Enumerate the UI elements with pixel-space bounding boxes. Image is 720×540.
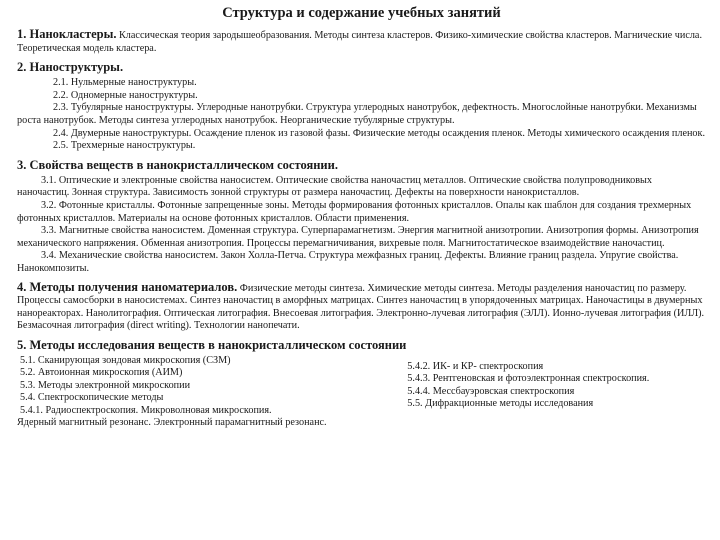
section-2-item: 2.4. Двумерные наноструктуры. Осаждение пленок из газовой фазы. Физические методы осаждения пленок. Методы химического осаждения пленок. bbox=[53, 127, 706, 139]
method-item: 5.2. Автоионная микроскопия (АИМ) bbox=[20, 367, 183, 379]
method-item: 5.1. Сканирующая зондовая микроскопия (СЗМ) bbox=[20, 354, 231, 366]
section-1-text: Классическая теория зародышеобразования. Методы синтеза кластеров. Физико-химические свойства кластеров. Магнические числа. Теоретическая модель кластера. bbox=[17, 30, 702, 54]
section-1-paragraph bbox=[17, 28, 706, 55]
section-2-item: 2.5. Трехмерные наноструктуры. bbox=[53, 140, 196, 152]
section-4-text: Физические методы синтеза. Химические методы синтеза. Методы разделения наночастиц по размеру. Процессы самосборки в наносистемах. Синтез наночастиц в аморфных матрицах. Синтез наночастиц в упорядоченных матрицах. Наночастицы в двумерных нанореакторах. Нанолитография. Оптическая литография. Внесоевая литография. Электронно-лучевая литография (ЭЛЛ). Ионно-лучевая литография (ИЛЛ). Безмасочная литография (direct writing). Технологии нанопечати. bbox=[17, 282, 705, 332]
method-item: 5.4.2. ИК- и КР- спектроскопия bbox=[407, 360, 544, 372]
method-item: Ядерный магнитный резонанс. Электронный парамагнитный резонанс. bbox=[17, 416, 327, 428]
section-5-right-column bbox=[407, 355, 706, 429]
section-5-left-column bbox=[17, 355, 407, 429]
section-4-paragraph bbox=[17, 281, 706, 333]
section-3-item: 3.1. Оптические и электронные свойства наносистем. Оптические свойства наночастиц металлов. Оптические свойства полупроводниковых наночастиц. Зонная структура. Зависимость зонной структуры от размера наночастиц. Дефекты на поверхности нанокристаллов. bbox=[17, 174, 652, 199]
method-item: 5.5. Дифракционные методы исследования bbox=[407, 398, 594, 410]
section-3 bbox=[17, 158, 706, 276]
section-5-heading: 5. Методы исследования веществ в нанокристаллическом состоянии bbox=[17, 337, 407, 352]
section-5-columns bbox=[17, 355, 706, 429]
method-item: 5.4.3. Рентгеновская и фотоэлектронная спектроскопия. bbox=[407, 373, 650, 385]
method-item: 5.4. Спектроскопические методы bbox=[20, 392, 164, 404]
method-item: 5.4.1. Радиоспектроскопия. Микроволновая микроскопия. bbox=[20, 404, 272, 416]
section-3-item: 3.3. Магнитные свойства наносистем. Доменная структура. Суперпарамагнетизм. Энергия магнитной анизотропии. Анизотропия формы. Анизотропия механического напряжения. Обменная анизотропия. Процессы перемагничивания, вихревые поля. Магнитостатическое взаимодействие наночастиц. bbox=[17, 225, 699, 249]
page-title: Структура и содержание учебных занятий bbox=[222, 5, 501, 21]
section-1 bbox=[17, 28, 706, 55]
section-2-item: 2.1. Нульмерные наноструктуры. bbox=[53, 77, 197, 89]
method-item: 5.3. Методы электронной микроскопии bbox=[20, 379, 191, 391]
section-1-heading: 1. Нанокластеры. bbox=[17, 27, 117, 41]
section-2-item: 2.2. Одномерные наноструктуры. bbox=[53, 89, 198, 101]
section-2 bbox=[17, 60, 706, 153]
section-3-heading: 3. Свойства веществ в нанокристаллическом состоянии. bbox=[17, 157, 338, 172]
section-2-heading: 2. Наноструктуры. bbox=[17, 60, 124, 75]
section-4 bbox=[17, 281, 706, 333]
section-5 bbox=[17, 338, 706, 429]
section-3-item: 3.4. Механические свойства наносистем. Закон Холла-Петча. Структура межфазных границ. Дефекты. Влияние границ раздела. Упругие свойства. Нанокомпозиты. bbox=[17, 250, 679, 274]
section-4-heading: 4. Методы получения наноматериалов. bbox=[17, 279, 238, 294]
section-3-item: 3.2. Фотонные кристаллы. Фотонные запрещенные зоны. Методы формирования фотонных кристаллов. Опалы как шаблон для создания трехмерных фотонных кристаллов. Материалы на основе фотонных кристаллов. Области применения. bbox=[17, 199, 692, 224]
section-2-item: 2.3. Тубулярные наноструктуры. Углеродные нанотрубки. Структура углеродных нанотрубок, дефектность. Многослойные нанотрубки. Механизмы роста нанотрубок. Методы синтеза углеродных нанотрубок. Неорганические тубулярные структуры. bbox=[17, 102, 697, 126]
method-item: 5.4.4. Мессбауэровская спектроскопия bbox=[407, 385, 575, 397]
